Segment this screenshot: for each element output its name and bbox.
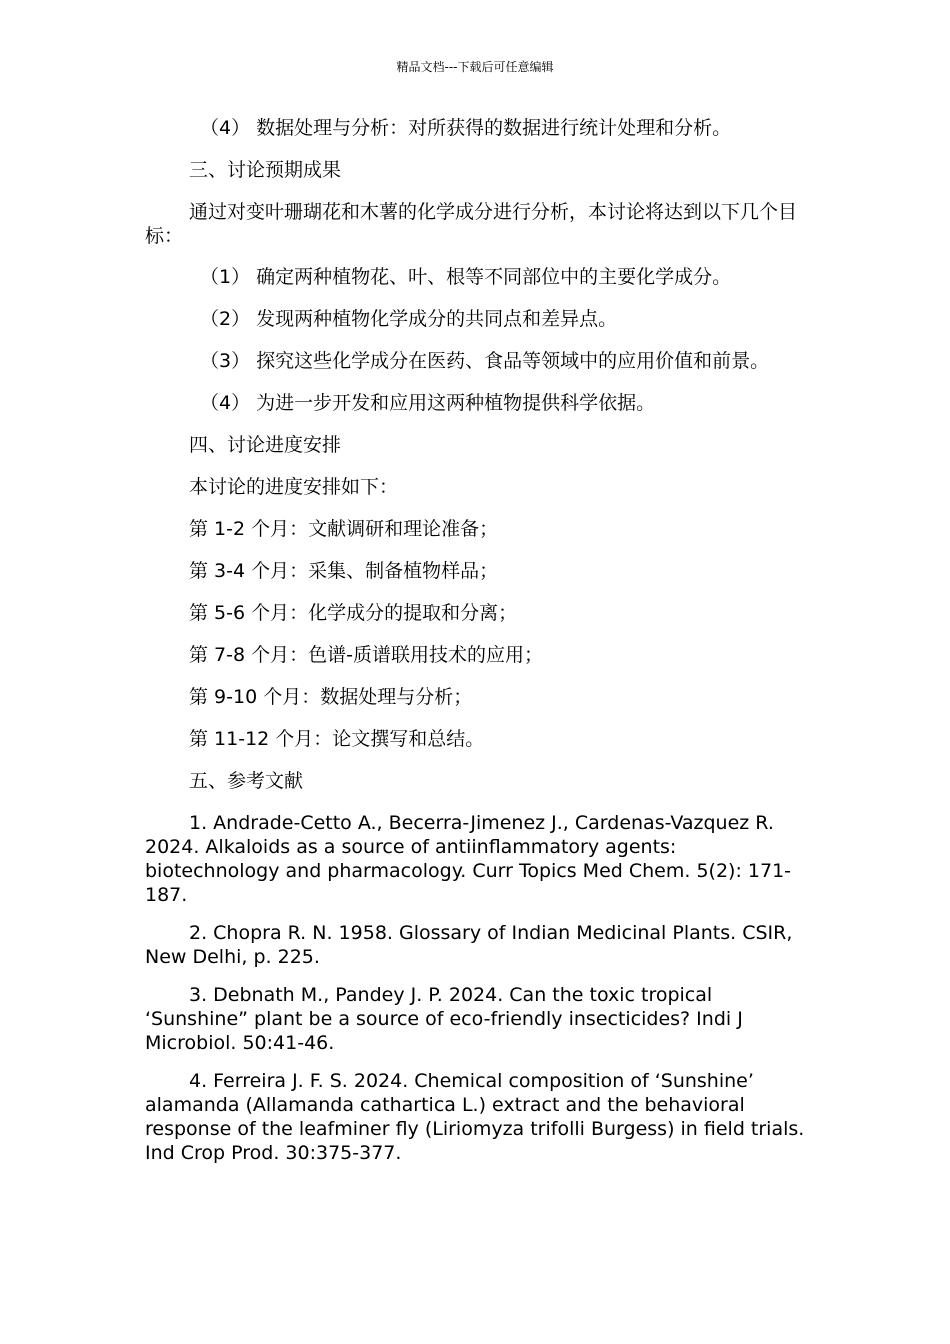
document-body [145,116,810,1179]
schedule-item-5: 第 9-10 个月：数据处理与分析； [189,686,473,708]
goal-item-2: （2） 发现两种植物化学成分的共同点和差异点。 [200,308,618,330]
method-item-4: （4） 数据处理与分析：对所获得的数据进行统计处理和分析。 [200,117,732,139]
schedule-item-2: 第 3-4 个月：采集、制备植物样品； [189,560,499,582]
schedule-item-3: 第 5-6 个月：化学成分的提取和分离； [189,602,518,624]
section-5-heading: 五、参考文献 [189,770,304,792]
section-4-heading: 四、讨论进度安排 [189,434,342,456]
schedule-item-4: 第 7-8 个月：色谱-质谱联用技术的应用； [189,644,543,666]
section-3-heading: 三、讨论预期成果 [189,159,342,181]
section-3-intro: 通过对变叶珊瑚花和木薯的化学成分进行分析，本讨论将达到以下几个目标： [145,201,798,247]
goal-item-4: （4） 为进一步开发和应用这两种植物提供科学依据。 [200,392,656,414]
reference-item-1: 1. Andrade-Cetto A., Becerra-Jimenez J., Cardenas-Vazquez R. 2024. Alkaloids as a source of antiinflammatory agents: biotechnology and pharmacology. Curr Topics Med Chem. 5(2): 171-187. [145,812,792,906]
schedule-item-6: 第 11-12 个月：论文撰写和总结。 [189,728,485,750]
reference-item-4: 4. Ferreira J. F. S. 2024. Chemical composition of ‘Sunshine’ alamanda (Allamanda cathartica L.) extract and the behavioral response of the leafminer fly (Liriomyza trifolli Burgess) in field trials. Ind Crop Prod. 30:375-377. [145,1070,805,1164]
section-4-intro: 本讨论的进度安排如下： [189,476,399,498]
reference-item-3: 3. Debnath M., Pandey J. P. 2024. Can the toxic tropical ‘Sunshine” plant be a source of eco-friendly insecticides? Indi J Microbiol. 50:41-46. [145,984,743,1054]
page-header: 精品文档---下载后可任意编辑 [396,60,554,74]
reference-item-2: 2. Chopra R. N. 1958. Glossary of Indian Medicinal Plants. CSIR, New Delhi, p. 225. [145,922,793,968]
goal-item-3: （3） 探究这些化学成分在医药、食品等领域中的应用价值和前景。 [200,350,770,372]
goal-item-1: （1） 确定两种植物花、叶、根等不同部位中的主要化学成分。 [200,266,732,288]
schedule-item-1: 第 1-2 个月：文献调研和理论准备； [189,518,499,540]
